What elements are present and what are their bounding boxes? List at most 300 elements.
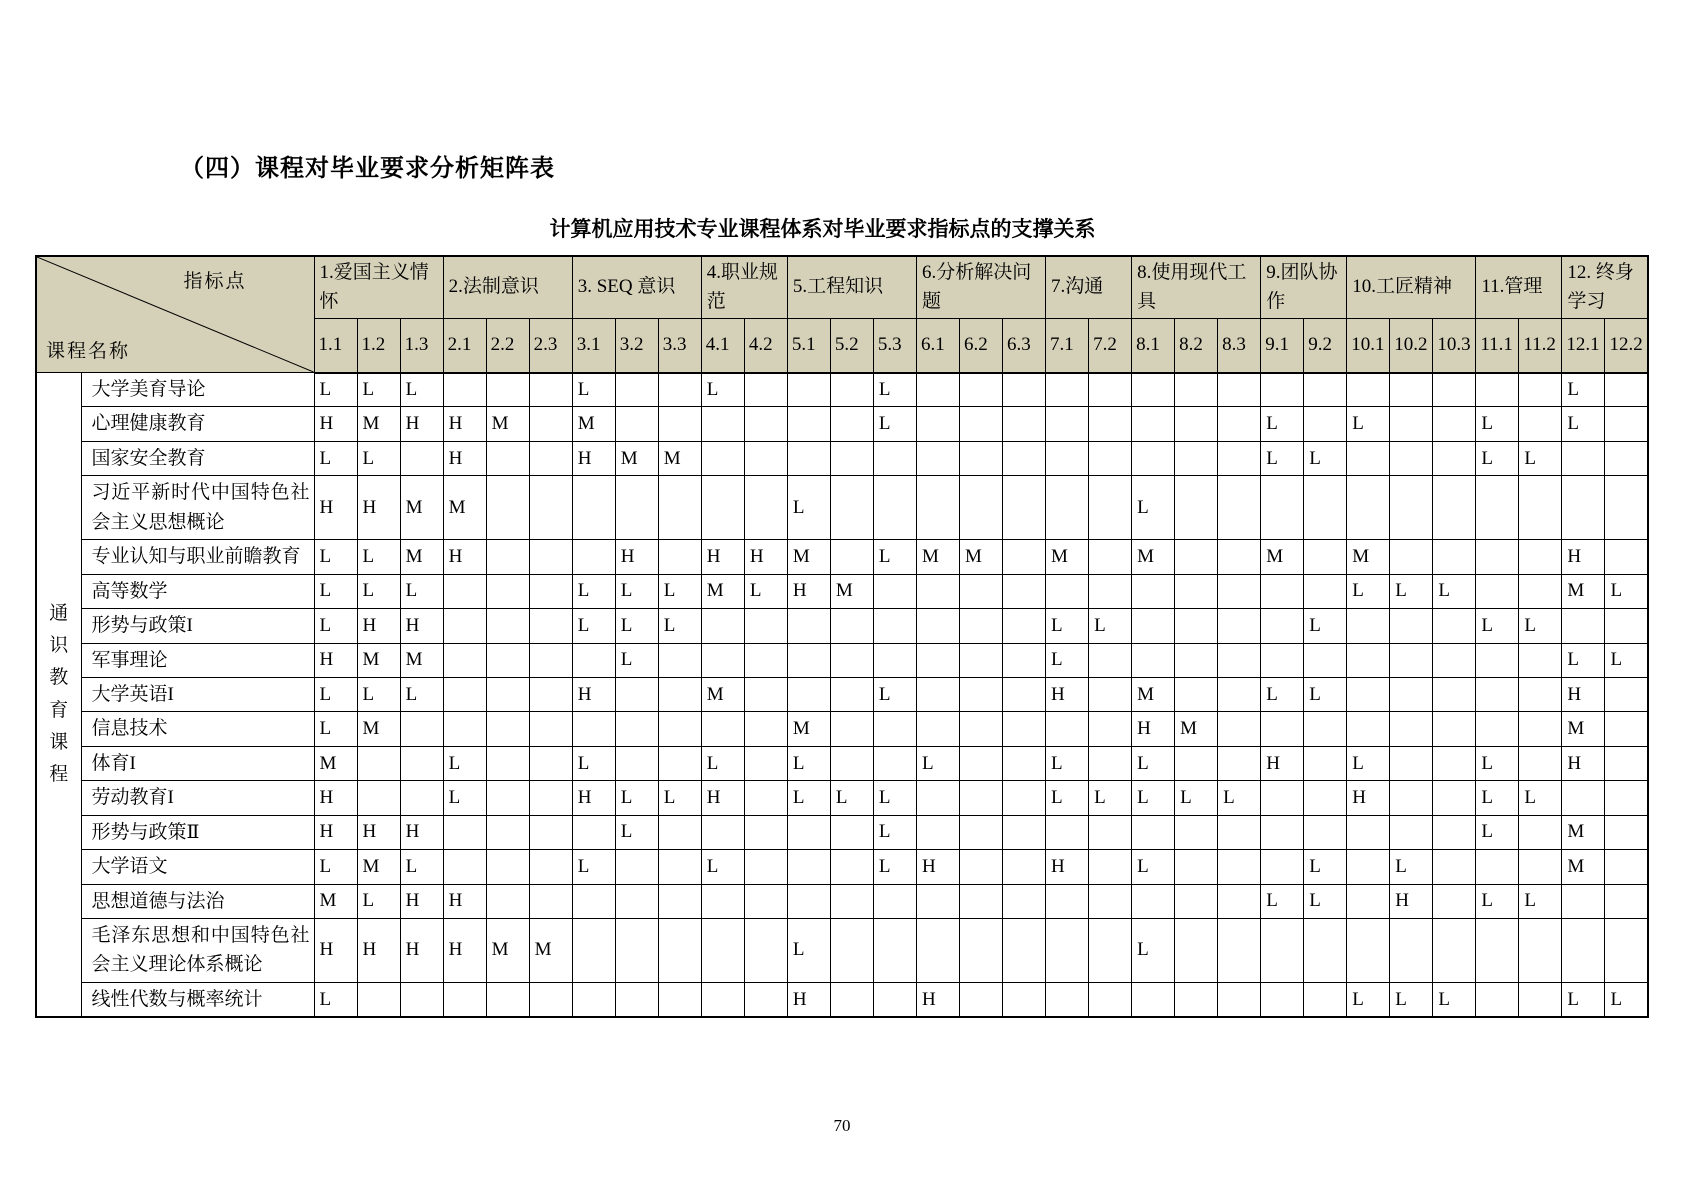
- matrix-value-cell: L: [314, 441, 357, 475]
- matrix-value-cell: [1476, 373, 1519, 407]
- matrix-value-cell: [529, 441, 572, 475]
- matrix-value-cell: [443, 643, 486, 677]
- matrix-value-cell: [1089, 540, 1132, 574]
- indicator-group-header: 6.分析解决问题: [916, 256, 1045, 319]
- matrix-value-cell: [959, 677, 1002, 711]
- matrix-value-cell: [529, 540, 572, 574]
- matrix-value-cell: [400, 781, 443, 815]
- matrix-value-cell: [1433, 407, 1476, 441]
- matrix-value-cell: H: [400, 609, 443, 643]
- matrix-value-cell: [916, 884, 959, 918]
- matrix-value-cell: [701, 712, 744, 746]
- course-name-cell: 线性代数与概率统计: [81, 982, 314, 1017]
- matrix-value-cell: L: [314, 540, 357, 574]
- matrix-value-cell: [615, 476, 658, 540]
- matrix-value-cell: [400, 982, 443, 1017]
- indicator-group-header: 10.工匠精神: [1347, 256, 1476, 319]
- matrix-value-cell: M: [1562, 712, 1605, 746]
- matrix-value-cell: [1433, 373, 1476, 407]
- matrix-value-cell: [572, 712, 615, 746]
- matrix-value-cell: [1175, 643, 1218, 677]
- matrix-value-cell: [744, 781, 787, 815]
- matrix-value-cell: L: [615, 643, 658, 677]
- matrix-value-cell: [1605, 476, 1648, 540]
- indicator-group-header: 1.爱国主义情怀: [314, 256, 443, 319]
- matrix-value-cell: [1218, 884, 1261, 918]
- matrix-value-cell: L: [1476, 781, 1519, 815]
- matrix-value-cell: [443, 609, 486, 643]
- matrix-value-cell: [572, 643, 615, 677]
- matrix-value-cell: [1562, 476, 1605, 540]
- matrix-value-cell: [744, 815, 787, 849]
- matrix-value-cell: H: [744, 540, 787, 574]
- matrix-value-cell: [1261, 919, 1304, 983]
- matrix-value-cell: H: [443, 540, 486, 574]
- matrix-value-cell: [1175, 746, 1218, 780]
- matrix-value-cell: H: [701, 540, 744, 574]
- matrix-value-cell: [357, 781, 400, 815]
- category-label-char: 识: [49, 635, 69, 657]
- matrix-value-cell: [572, 919, 615, 983]
- indicator-subcolumn-header: 12.2: [1605, 319, 1648, 373]
- matrix-value-cell: [1218, 677, 1261, 711]
- matrix-value-cell: L: [1476, 441, 1519, 475]
- matrix-value-cell: [1003, 643, 1046, 677]
- matrix-value-cell: [1132, 643, 1175, 677]
- matrix-value-cell: [1003, 540, 1046, 574]
- matrix-value-cell: [1175, 441, 1218, 475]
- matrix-value-cell: [1046, 982, 1089, 1017]
- indicator-subcolumn-header: 1.3: [400, 319, 443, 373]
- matrix-value-cell: [1519, 677, 1562, 711]
- matrix-value-cell: [1304, 982, 1347, 1017]
- matrix-value-cell: [1433, 815, 1476, 849]
- course-name-cell: 毛泽东思想和中国特色社会主义理论体系概论: [81, 919, 314, 983]
- matrix-value-cell: [1218, 919, 1261, 983]
- matrix-value-cell: [572, 815, 615, 849]
- matrix-value-cell: [1132, 441, 1175, 475]
- matrix-value-cell: [701, 815, 744, 849]
- matrix-value-cell: [1089, 677, 1132, 711]
- matrix-value-cell: H: [1347, 781, 1390, 815]
- matrix-value-cell: [1046, 407, 1089, 441]
- matrix-value-cell: [787, 884, 830, 918]
- matrix-value-cell: M: [572, 407, 615, 441]
- matrix-value-cell: [916, 476, 959, 540]
- matrix-value-cell: [744, 373, 787, 407]
- matrix-value-cell: [1218, 850, 1261, 884]
- matrix-value-cell: L: [1562, 407, 1605, 441]
- matrix-value-cell: [1433, 540, 1476, 574]
- matrix-value-cell: H: [1132, 712, 1175, 746]
- indicator-subcolumn-header: 3.3: [658, 319, 701, 373]
- matrix-value-cell: [1218, 712, 1261, 746]
- matrix-value-cell: [1003, 373, 1046, 407]
- matrix-value-cell: [1003, 746, 1046, 780]
- matrix-value-cell: [830, 712, 873, 746]
- matrix-value-cell: [529, 407, 572, 441]
- matrix-value-cell: H: [916, 850, 959, 884]
- matrix-value-cell: L: [1261, 677, 1304, 711]
- matrix-value-cell: [1003, 982, 1046, 1017]
- matrix-value-cell: L: [1476, 746, 1519, 780]
- indicator-group-header: 7.沟通: [1046, 256, 1132, 319]
- matrix-value-cell: [1304, 746, 1347, 780]
- matrix-value-cell: [1562, 441, 1605, 475]
- matrix-value-cell: [1433, 441, 1476, 475]
- matrix-value-cell: [658, 476, 701, 540]
- matrix-value-cell: [1218, 540, 1261, 574]
- matrix-value-cell: [916, 441, 959, 475]
- indicator-subcolumn-header: 1.2: [357, 319, 400, 373]
- matrix-value-cell: [1605, 540, 1648, 574]
- matrix-value-cell: M: [400, 540, 443, 574]
- matrix-value-cell: L: [400, 850, 443, 884]
- indicator-subcolumn-header: 9.2: [1304, 319, 1347, 373]
- matrix-value-cell: [1347, 609, 1390, 643]
- matrix-value-cell: [1046, 884, 1089, 918]
- matrix-value-cell: [1433, 476, 1476, 540]
- section-title: （四）课程对毕业要求分析矩阵表: [180, 155, 555, 182]
- course-name-cell: 思想道德与法治: [81, 884, 314, 918]
- matrix-value-cell: [1562, 884, 1605, 918]
- matrix-value-cell: [916, 781, 959, 815]
- matrix-value-cell: M: [701, 677, 744, 711]
- indicator-group-row: [36, 256, 1648, 319]
- matrix-value-cell: [572, 884, 615, 918]
- indicator-subcolumn-header: 1.1: [314, 319, 357, 373]
- matrix-value-cell: [1476, 540, 1519, 574]
- matrix-value-cell: [959, 815, 1002, 849]
- matrix-value-cell: [1089, 884, 1132, 918]
- matrix-value-cell: [1003, 884, 1046, 918]
- matrix-value-cell: [529, 574, 572, 608]
- matrix-value-cell: [1304, 476, 1347, 540]
- indicator-subcolumn-header: 2.3: [529, 319, 572, 373]
- matrix-value-cell: H: [1390, 884, 1433, 918]
- matrix-value-cell: [1390, 781, 1433, 815]
- course-row: [36, 850, 1648, 884]
- indicator-subcolumn-header: 3.2: [615, 319, 658, 373]
- matrix-value-cell: L: [787, 781, 830, 815]
- indicator-subcolumn-header: 2.2: [486, 319, 529, 373]
- course-name-cell: 形势与政策Ⅱ: [81, 815, 314, 849]
- matrix-value-cell: [1003, 407, 1046, 441]
- matrix-value-cell: L: [314, 677, 357, 711]
- matrix-value-cell: [787, 815, 830, 849]
- matrix-value-cell: L: [701, 373, 744, 407]
- matrix-value-cell: M: [1261, 540, 1304, 574]
- category-label-char: 程: [49, 764, 69, 786]
- matrix-header: [36, 256, 1648, 373]
- matrix-value-cell: L: [1519, 884, 1562, 918]
- matrix-value-cell: [529, 373, 572, 407]
- matrix-value-cell: M: [357, 712, 400, 746]
- matrix-value-cell: L: [830, 781, 873, 815]
- matrix-value-cell: [486, 982, 529, 1017]
- indicator-group-header: 5.工程知识: [787, 256, 916, 319]
- indicator-subcolumn-header: 8.2: [1175, 319, 1218, 373]
- indicator-subcolumn-header: 4.2: [744, 319, 787, 373]
- matrix-value-cell: [701, 919, 744, 983]
- matrix-value-cell: [658, 746, 701, 780]
- matrix-value-cell: [959, 781, 1002, 815]
- matrix-value-cell: [787, 643, 830, 677]
- matrix-value-cell: [830, 609, 873, 643]
- matrix-value-cell: H: [1046, 677, 1089, 711]
- matrix-value-cell: [529, 609, 572, 643]
- indicator-subcolumn-header: 11.2: [1519, 319, 1562, 373]
- matrix-value-cell: L: [1562, 982, 1605, 1017]
- matrix-value-cell: [1605, 781, 1648, 815]
- matrix-value-cell: [916, 574, 959, 608]
- matrix-value-cell: [1132, 373, 1175, 407]
- course-row: [36, 982, 1648, 1017]
- course-name-cell: 心理健康教育: [81, 407, 314, 441]
- course-name-cell: 国家安全教育: [81, 441, 314, 475]
- matrix-value-cell: [1605, 407, 1648, 441]
- matrix-value-cell: [1390, 407, 1433, 441]
- matrix-value-cell: H: [443, 407, 486, 441]
- matrix-value-cell: H: [314, 919, 357, 983]
- matrix-value-cell: [529, 643, 572, 677]
- matrix-value-cell: [1089, 373, 1132, 407]
- matrix-value-cell: [1304, 574, 1347, 608]
- indicator-group-header: 4.职业规范: [701, 256, 787, 319]
- matrix-value-cell: [486, 476, 529, 540]
- matrix-value-cell: [1605, 441, 1648, 475]
- matrix-value-cell: L: [873, 850, 916, 884]
- matrix-value-cell: L: [1304, 677, 1347, 711]
- matrix-value-cell: [1476, 476, 1519, 540]
- matrix-value-cell: [400, 746, 443, 780]
- indicator-subcolumn-header: 10.1: [1347, 319, 1390, 373]
- matrix-value-cell: [830, 982, 873, 1017]
- matrix-value-cell: [830, 643, 873, 677]
- matrix-value-cell: L: [873, 373, 916, 407]
- matrix-value-cell: [658, 712, 701, 746]
- matrix-value-cell: [1519, 540, 1562, 574]
- course-name-cell: 体育I: [81, 746, 314, 780]
- matrix-value-cell: [873, 884, 916, 918]
- matrix-value-cell: [1089, 746, 1132, 780]
- matrix-value-cell: [830, 746, 873, 780]
- matrix-value-cell: [486, 540, 529, 574]
- matrix-value-cell: [529, 677, 572, 711]
- matrix-value-cell: [1476, 677, 1519, 711]
- matrix-value-cell: L: [1046, 781, 1089, 815]
- matrix-value-cell: L: [1433, 982, 1476, 1017]
- course-row: [36, 441, 1648, 475]
- matrix-value-cell: [615, 712, 658, 746]
- matrix-value-cell: [443, 815, 486, 849]
- matrix-value-cell: L: [1347, 574, 1390, 608]
- indicator-subcolumn-header: 7.2: [1089, 319, 1132, 373]
- matrix-value-cell: [443, 574, 486, 608]
- matrix-value-cell: [916, 712, 959, 746]
- indicator-group-header: 8.使用现代工具: [1132, 256, 1261, 319]
- indicator-group-header: 11.管理: [1476, 256, 1562, 319]
- matrix-value-cell: L: [1433, 574, 1476, 608]
- matrix-value-cell: [873, 609, 916, 643]
- matrix-value-cell: [1304, 815, 1347, 849]
- indicator-subcolumn-header: 10.2: [1390, 319, 1433, 373]
- matrix-value-cell: L: [572, 609, 615, 643]
- matrix-value-cell: L: [314, 850, 357, 884]
- indicator-group-header: 2.法制意识: [443, 256, 572, 319]
- matrix-value-cell: H: [1046, 850, 1089, 884]
- matrix-value-cell: [1218, 476, 1261, 540]
- matrix-value-cell: [486, 850, 529, 884]
- matrix-value-cell: [1175, 540, 1218, 574]
- matrix-value-cell: M: [1132, 540, 1175, 574]
- matrix-value-cell: [572, 540, 615, 574]
- matrix-value-cell: [658, 373, 701, 407]
- matrix-value-cell: [1433, 746, 1476, 780]
- matrix-value-cell: [486, 677, 529, 711]
- matrix-value-cell: L: [787, 919, 830, 983]
- matrix-value-cell: L: [1562, 373, 1605, 407]
- matrix-value-cell: [916, 407, 959, 441]
- matrix-value-cell: [400, 712, 443, 746]
- matrix-value-cell: [529, 476, 572, 540]
- indicator-group-header: 3. SEQ 意识: [572, 256, 701, 319]
- matrix-value-cell: [1046, 476, 1089, 540]
- matrix-value-cell: L: [357, 677, 400, 711]
- matrix-value-cell: [916, 373, 959, 407]
- matrix-value-cell: [1347, 850, 1390, 884]
- matrix-value-cell: M: [357, 850, 400, 884]
- matrix-value-cell: [1519, 746, 1562, 780]
- matrix-value-cell: [744, 712, 787, 746]
- matrix-value-cell: [830, 919, 873, 983]
- matrix-value-cell: [658, 677, 701, 711]
- matrix-value-cell: [787, 850, 830, 884]
- matrix-value-cell: L: [1304, 609, 1347, 643]
- course-name-cell: 习近平新时代中国特色社会主义思想概论: [81, 476, 314, 540]
- matrix-value-cell: L: [658, 781, 701, 815]
- matrix-value-cell: [1519, 574, 1562, 608]
- matrix-value-cell: [486, 643, 529, 677]
- matrix-value-cell: [959, 850, 1002, 884]
- matrix-value-cell: [1261, 476, 1304, 540]
- matrix-value-cell: H: [357, 476, 400, 540]
- matrix-value-cell: [1175, 373, 1218, 407]
- matrix-value-cell: L: [1261, 441, 1304, 475]
- matrix-value-cell: [529, 884, 572, 918]
- matrix-value-cell: [1433, 712, 1476, 746]
- matrix-value-cell: [744, 407, 787, 441]
- matrix-value-cell: [486, 781, 529, 815]
- course-row: [36, 574, 1648, 608]
- matrix-value-cell: M: [1562, 815, 1605, 849]
- category-label-char: 教: [49, 667, 69, 689]
- matrix-value-cell: H: [1562, 540, 1605, 574]
- matrix-value-cell: [1605, 815, 1648, 849]
- matrix-value-cell: [1433, 609, 1476, 643]
- matrix-value-cell: [1132, 815, 1175, 849]
- matrix-value-cell: [744, 746, 787, 780]
- matrix-value-cell: L: [658, 574, 701, 608]
- matrix-value-cell: [1347, 884, 1390, 918]
- matrix-value-cell: H: [400, 919, 443, 983]
- matrix-value-cell: [615, 884, 658, 918]
- matrix-value-cell: M: [830, 574, 873, 608]
- course-row: [36, 746, 1648, 780]
- matrix-value-cell: [701, 609, 744, 643]
- matrix-value-cell: [658, 643, 701, 677]
- course-row: [36, 373, 1648, 407]
- matrix-value-cell: [873, 476, 916, 540]
- matrix-value-cell: [1304, 407, 1347, 441]
- matrix-value-cell: [873, 441, 916, 475]
- matrix-value-cell: H: [572, 781, 615, 815]
- matrix-value-cell: [1132, 609, 1175, 643]
- indicator-subcolumn-header: 9.1: [1261, 319, 1304, 373]
- course-row: [36, 476, 1648, 540]
- matrix-value-cell: M: [701, 574, 744, 608]
- matrix-value-cell: H: [787, 574, 830, 608]
- matrix-value-cell: L: [1347, 746, 1390, 780]
- matrix-value-cell: [830, 407, 873, 441]
- matrix-value-cell: [1433, 643, 1476, 677]
- matrix-value-cell: [873, 574, 916, 608]
- matrix-value-cell: [615, 373, 658, 407]
- matrix-value-cell: M: [314, 746, 357, 780]
- matrix-value-cell: [615, 982, 658, 1017]
- matrix-value-cell: [529, 746, 572, 780]
- course-name-cell: 高等数学: [81, 574, 314, 608]
- matrix-value-cell: L: [1605, 982, 1648, 1017]
- course-category-label: [36, 373, 81, 1018]
- matrix-value-cell: [1304, 712, 1347, 746]
- matrix-value-cell: [1003, 441, 1046, 475]
- matrix-value-cell: [873, 919, 916, 983]
- indicator-group-header: 12. 终身学习: [1562, 256, 1648, 319]
- matrix-value-cell: L: [572, 574, 615, 608]
- matrix-value-cell: L: [1476, 815, 1519, 849]
- matrix-value-cell: [959, 919, 1002, 983]
- matrix-value-cell: H: [443, 884, 486, 918]
- matrix-value-cell: L: [873, 540, 916, 574]
- matrix-value-cell: [830, 441, 873, 475]
- matrix-value-cell: L: [314, 373, 357, 407]
- matrix-value-cell: [787, 677, 830, 711]
- matrix-value-cell: [1347, 677, 1390, 711]
- matrix-value-cell: [959, 643, 1002, 677]
- indicator-group-header: 9.团队协作: [1261, 256, 1347, 319]
- matrix-value-cell: [615, 677, 658, 711]
- matrix-value-cell: [1003, 919, 1046, 983]
- matrix-value-cell: L: [1046, 609, 1089, 643]
- matrix-value-cell: [486, 574, 529, 608]
- matrix-value-cell: [486, 884, 529, 918]
- indicator-subcolumn-header: 5.3: [873, 319, 916, 373]
- matrix-value-cell: [1519, 712, 1562, 746]
- matrix-value-cell: L: [314, 574, 357, 608]
- course-row: [36, 609, 1648, 643]
- category-label-char: 课: [49, 731, 69, 753]
- matrix-value-cell: [1476, 574, 1519, 608]
- indicator-subcolumn-header: 8.3: [1218, 319, 1261, 373]
- matrix-value-cell: H: [314, 476, 357, 540]
- matrix-value-cell: H: [400, 815, 443, 849]
- category-label-char: 通: [49, 602, 69, 624]
- matrix-value-cell: [1175, 476, 1218, 540]
- matrix-value-cell: [701, 476, 744, 540]
- matrix-value-cell: L: [1562, 643, 1605, 677]
- matrix-value-cell: L: [615, 609, 658, 643]
